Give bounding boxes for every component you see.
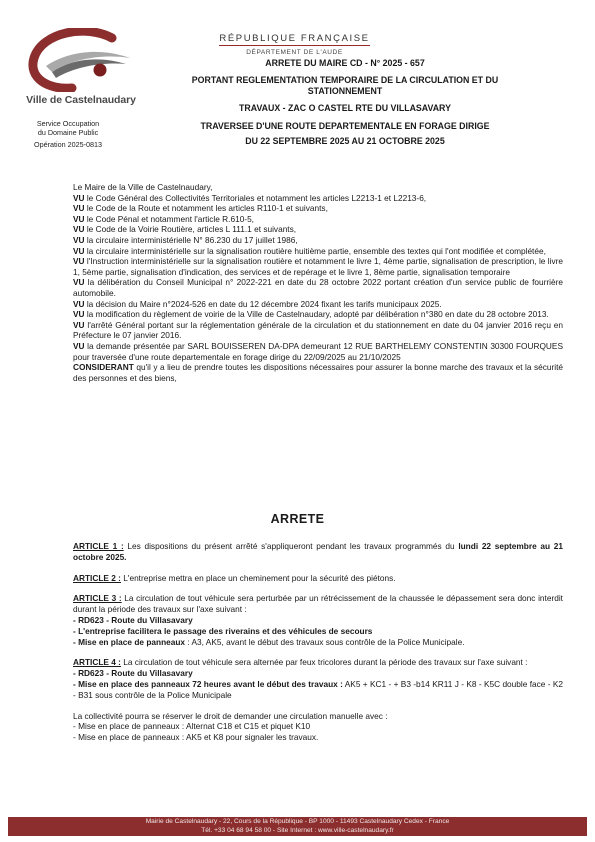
republic-header — [212, 28, 377, 56]
service-line-2: du Domaine Public — [37, 128, 99, 137]
vu-item — [73, 277, 563, 298]
article-4 — [73, 657, 563, 700]
vu-text: la décision du Maire n°2024-526 en date du 12 décembre 2024 fixant les tarifs municipaux 2025. — [84, 298, 442, 309]
vu-label: VU — [73, 277, 85, 288]
article-4-text: La circulation de tout véhicule sera alternée par feux tricolores durant la période des travaux sur l'axe suivant : — [120, 657, 528, 668]
vu-text: le Code Pénal et notamment l'article R.610-5, — [84, 213, 254, 224]
vu-label: VU — [73, 298, 85, 309]
vu-text: la circulaire interministérielle sur la signalisation routière huitième partie, ensemble des textes qui l'ont modifiée et complétée, — [84, 245, 546, 256]
vu-label: VU — [73, 213, 85, 224]
article-3-access: - L'entreprise facilitera le passage des riverains et des véhicules de secours — [73, 625, 373, 636]
department-name: DÉPARTEMENT DE L'AUDE — [246, 49, 343, 56]
vu-item — [73, 235, 563, 246]
vu-item — [73, 256, 563, 277]
article-3 — [73, 593, 563, 647]
considerant-label: CONSIDERANT — [73, 362, 134, 373]
decree-number: ARRETE DU MAIRE CD - N° 2025 - 657 — [265, 58, 425, 68]
article-3-signs — [73, 637, 563, 648]
works-dates: DU 22 SEPTEMBRE 2025 AU 21 OCTOBRE 2025 — [245, 135, 445, 146]
article-3-text: La circulation de tout véhicule sera perturbée par un rétrécissement de la chaussée le dépassement sera donc interdit durant la période des travaux sur l'axe suivant : — [73, 593, 563, 615]
decree-titles — [160, 58, 530, 147]
article-3-intro — [73, 593, 563, 615]
vu-label: VU — [73, 340, 85, 351]
article-3-signs-text: : A3, AK5, avant le début des travaux sous contrôle de la Police Municipale. — [185, 636, 465, 647]
vu-text: l'Instruction interministérielle sur la signalisation routière et notamment le livre 1, 4ème partie, signalisation de prescription, le livre 1, 5ème partie, signalisation d'indication, des services et de repérage et le livre 1, 8ème partie, signalisation temporaire — [73, 256, 563, 277]
manual-traffic-note — [73, 711, 563, 743]
article-4-signs — [73, 679, 563, 701]
logo-dot — [94, 64, 107, 77]
article-1-dates: lundi 22 septembre au 21 octobre 2025. — [73, 541, 563, 562]
vu-item — [73, 299, 563, 310]
vu-item — [73, 341, 563, 362]
manual-traffic-intro: La collectivité pourra se réserver le droit de demander une circulation manuelle avec : — [73, 710, 388, 721]
vu-item — [73, 309, 563, 320]
vu-text: le Code Général des Collectivités Territoriales et notamment les articles L2213-1 et L2213-6, — [84, 192, 427, 203]
vu-text: la délibération du Conseil Municipal n° 2022-221 en date du 28 octobre 2022 portant création d'un service public de fourrière automobile. — [73, 277, 563, 298]
service-line-1: Service Occupation — [36, 119, 100, 128]
vu-label: VU — [73, 309, 85, 320]
vu-text: la modification du règlement de voirie de la Ville de Castelnaudary, adopté par délibération n°380 en date du 28 octobre 2013. — [84, 309, 549, 320]
vu-item — [73, 224, 563, 235]
arrete-heading: ARRETE — [270, 512, 325, 526]
vu-label: VU — [73, 256, 85, 267]
article-1-label: ARTICLE 1 : — [73, 541, 124, 551]
service-info — [22, 119, 114, 149]
vu-list — [73, 193, 563, 363]
article-3-road: - RD623 - Route du Villasavary — [73, 614, 193, 625]
decree-subject — [160, 75, 530, 98]
city-name: Ville de Castelnaudary — [26, 94, 136, 106]
manual-traffic-item-2: - Mise en place de panneaux : AK5 et K8 pour signaler les travaux. — [73, 732, 319, 743]
decree-preamble — [73, 182, 563, 383]
decree-subject-line-2: STATIONNEMENT — [307, 86, 383, 96]
vu-text: le Code de la Route et notamment les articles R110-1 et suivants, — [84, 203, 328, 214]
vu-text: le Code de la Voirie Routière, articles L 111.1 et suivants, — [84, 224, 297, 235]
operation-number: Opération 2025-0813 — [34, 140, 102, 149]
vu-item — [73, 246, 563, 257]
article-4-road: - RD623 - Route du Villasavary — [73, 668, 193, 679]
castelnaudary-logo-icon — [26, 28, 136, 92]
article-3-signs-label: - Mise en place de panneaux — [73, 636, 186, 647]
vu-text: l'arrêté Général portant sur la réglementation générale de la circulation et du stationnement en date du 04 janvier 2016 reçu en Préfecture le 07 janvier 2016. — [73, 319, 563, 341]
article-2-text: L'entreprise mettra en place un cheminement pour la sécurité des piétons. — [120, 572, 396, 583]
article-4-label: ARTICLE 4 : — [73, 657, 121, 668]
republic-title: RÉPUBLIQUE FRANÇAISE — [219, 33, 370, 44]
footer-bar — [8, 817, 587, 836]
decree-subject-line-1: PORTANT REGLEMENTATION TEMPORAIRE DE LA CIRCULATION ET DU — [191, 74, 499, 85]
vu-item — [73, 193, 563, 204]
vu-label: VU — [73, 224, 85, 235]
vu-label: VU — [73, 192, 85, 203]
works-description: TRAVERSEE D'UNE ROUTE DEPARTEMENTALE EN FORAGE DIRIGE — [200, 121, 490, 131]
footer-contact: Tél. +33 04 68 94 58 00 - Site Internet : www.ville-castelnaudary.fr — [201, 826, 394, 834]
article-2 — [73, 573, 563, 584]
vu-label: VU — [73, 319, 85, 330]
vu-label: VU — [73, 234, 85, 245]
vu-item — [73, 203, 563, 214]
mayor-line: Le Maire de la Ville de Castelnaudary, — [73, 182, 213, 192]
vu-label: VU — [73, 203, 85, 214]
article-1-text: Les dispositions du présent arrêté s'appliqueront pendant les travaux programmés du — [123, 541, 459, 551]
article-4-signs-label: - Mise en place des panneaux 72 heures avant le début des travaux : — [73, 678, 343, 689]
works-location: TRAVAUX - ZAC O CASTEL RTE DU VILLASAVARY — [239, 102, 451, 113]
article-1 — [73, 541, 563, 563]
vu-label: VU — [73, 245, 85, 256]
article-3-label: ARTICLE 3 : — [73, 593, 122, 604]
vu-item — [73, 320, 563, 341]
considerant-paragraph — [73, 362, 563, 383]
articles-section — [73, 541, 563, 753]
vu-item — [73, 214, 563, 225]
considerant-text: qu'il y a lieu de prendre toutes les dispositions nécessaires pour assurer la bonne marche des travaux et la sécurité des personnes et des biens, — [73, 362, 563, 383]
city-logo-block — [22, 28, 140, 106]
article-2-label: ARTICLE 2 : — [73, 572, 121, 583]
vu-text: la demande présentée par SARL BOUISSEREN DA-DPA demeurant 12 RUE BARTHELEMY CONSTENTIN 30300 FOURQUES pour traversée d'une route departementale en forage dirige du 22/09/2025 au 21/10/2025 — [73, 340, 563, 362]
article-4-intro — [73, 657, 563, 668]
vu-text: la circulaire interministérielle N° 86.230 du 17 juillet 1986, — [84, 234, 298, 245]
article-4-signs-text: AK5 + KC1 - + B3 -b14 KR11 J - K8 - K5C double face - K2 - B31 sous contrôle de la Police Municipale — [73, 678, 563, 700]
footer-address: Mairie de Castelnaudary - 22, Cours de la République - BP 1000 - 11493 Castelnaudary Cedex - France — [145, 818, 450, 825]
manual-traffic-item-1: - Mise en place de panneaux : Alternat C18 et C15 et piquet K10 — [73, 721, 311, 732]
